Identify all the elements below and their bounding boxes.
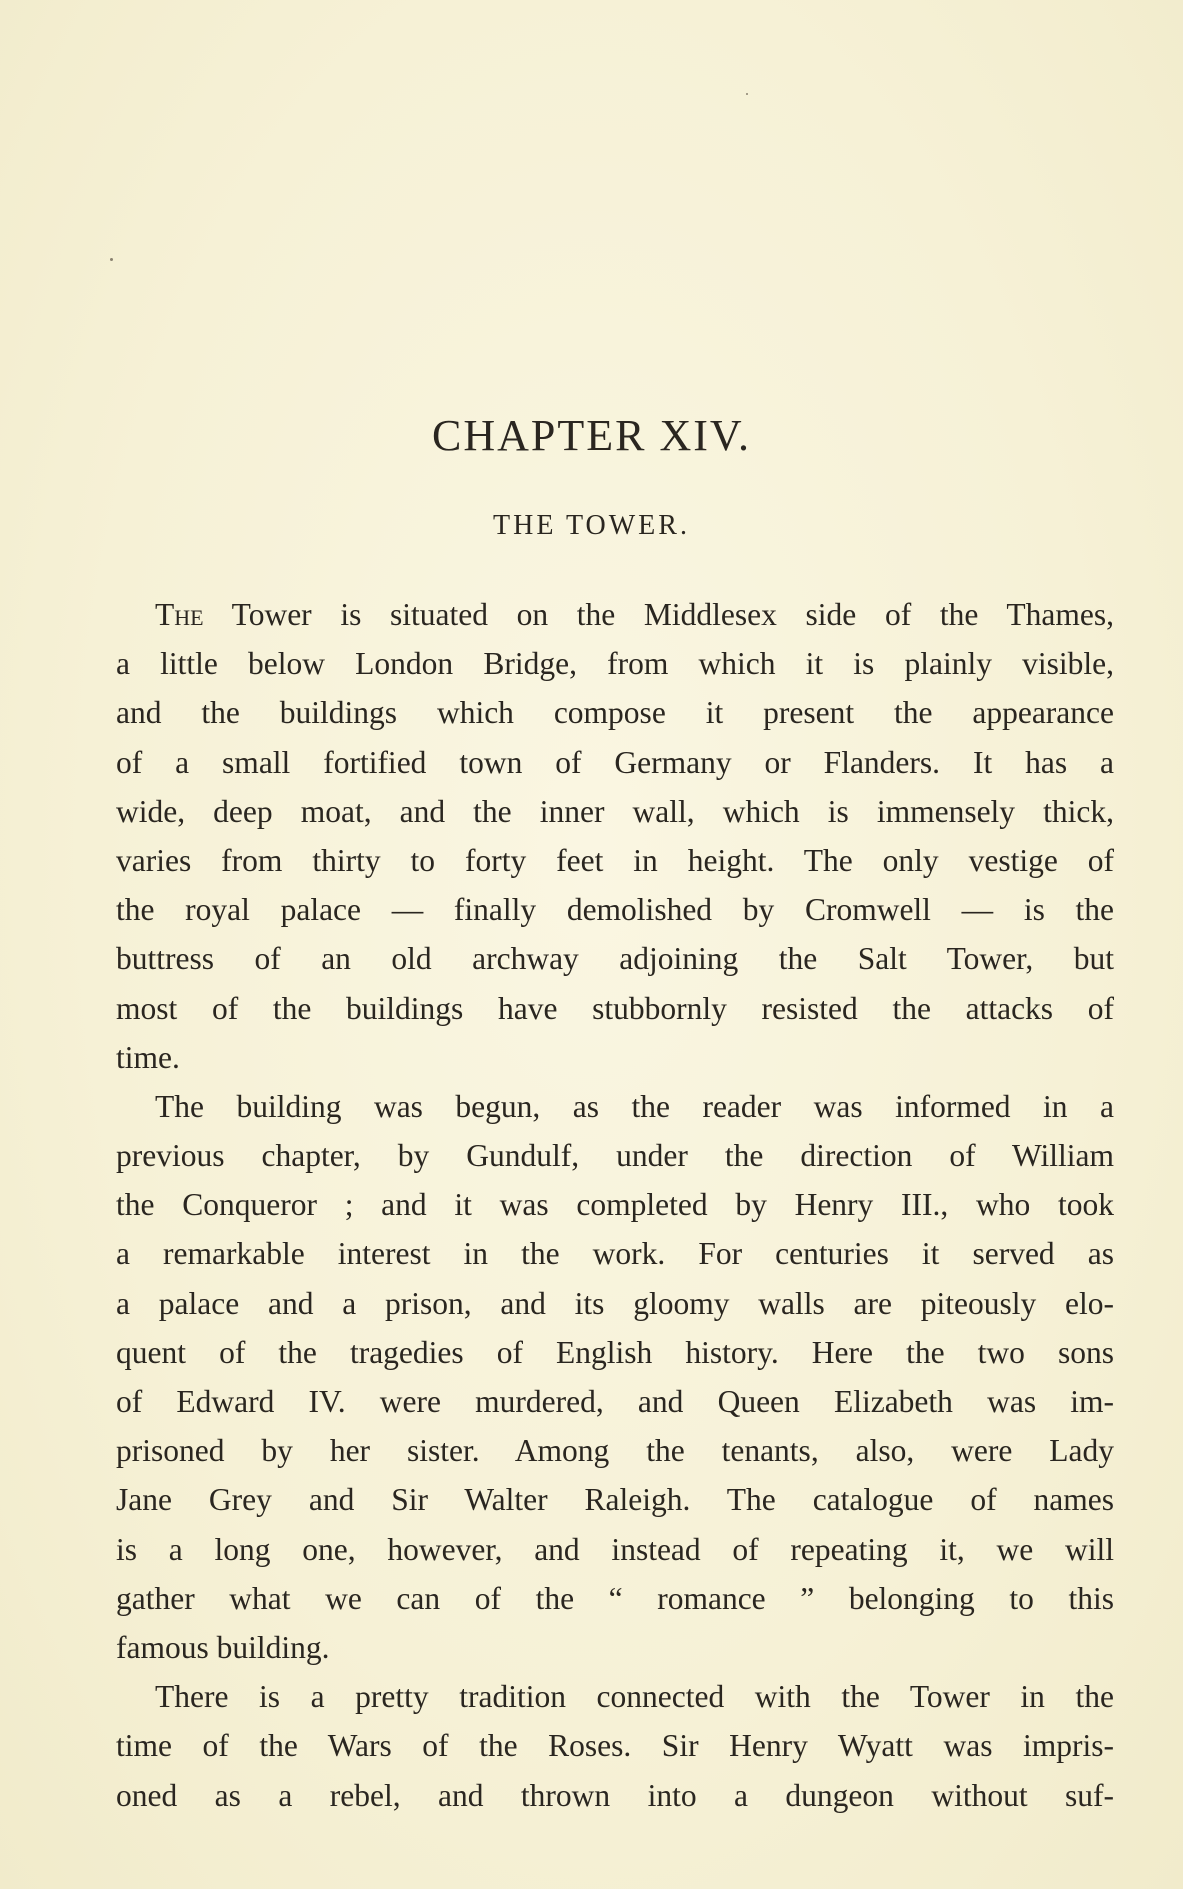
chapter-heading: CHAPTER XIV. — [431, 411, 751, 460]
text-line — [116, 1180, 1114, 1229]
text-line-content: a remarkable interest in the work. For centuries it served as — [116, 1236, 1114, 1272]
text-line — [116, 639, 1114, 688]
text-line-content: Tower is situated on the Middlesex side of the Thames, — [203, 597, 1114, 632]
text-line-content: There is a pretty tradition connected with the Tower in the — [155, 1679, 1114, 1715]
text-line-content: The building was begun, as the reader was informed in a — [155, 1088, 1114, 1124]
text-line — [116, 934, 1114, 983]
text-line-content: a palace and a prison, and its gloomy walls are piteously elo- — [116, 1285, 1114, 1321]
text-line — [116, 1623, 1114, 1672]
text-line — [116, 1426, 1114, 1475]
text-line — [116, 1328, 1114, 1377]
text-line-content: prisoned by her sister. Among the tenants, also, were Lady — [116, 1433, 1114, 1469]
text-line — [116, 688, 1114, 737]
text-line — [116, 1574, 1114, 1623]
text-line-content: famous building. — [116, 1629, 330, 1665]
text-line — [116, 1033, 1114, 1082]
body-text — [116, 590, 1114, 1820]
text-line-content: wide, deep moat, and the inner wall, which is immensely thick, — [116, 793, 1114, 829]
text-line — [116, 1229, 1114, 1278]
text-line — [116, 590, 1114, 639]
text-line — [116, 1377, 1114, 1426]
text-line — [116, 1771, 1114, 1820]
text-line — [116, 836, 1114, 885]
text-line-content: time. — [116, 1039, 180, 1075]
text-line-content: of a small fortified town of Germany or Flanders. It has a — [116, 744, 1114, 780]
text-line — [116, 885, 1114, 934]
text-line-content: is a long one, however, and instead of repeating it, we will — [116, 1531, 1114, 1567]
text-line — [116, 787, 1114, 836]
text-line-content: the Conqueror ; and it was completed by Henry III., who took — [116, 1187, 1114, 1223]
text-line-content: buttress of an old archway adjoining the Salt Tower, but — [116, 941, 1114, 977]
text-line — [116, 984, 1114, 1033]
text-line — [116, 1475, 1114, 1524]
text-line-content: of Edward IV. were murdered, and Queen Elizabeth was im- — [116, 1384, 1114, 1419]
drop-lead-word: The — [155, 597, 204, 632]
chapter-title: THE TOWER. — [493, 510, 690, 541]
text-line-content: most of the buildings have stubbornly resisted the attacks of — [116, 990, 1114, 1026]
text-line — [116, 1082, 1114, 1131]
text-line-content: Jane Grey and Sir Walter Raleigh. The catalogue of names — [116, 1482, 1114, 1518]
text-line — [116, 1672, 1114, 1721]
text-line — [116, 1721, 1114, 1770]
text-line-content: a little below London Bridge, from which it is plainly visible, — [116, 646, 1114, 682]
text-line-content: time of the Wars of the Roses. Sir Henry Wyatt was impris- — [116, 1728, 1114, 1764]
print-speck — [746, 93, 748, 95]
text-line-content: and the buildings which compose it present the appearance — [116, 695, 1114, 731]
text-line — [116, 1131, 1114, 1180]
text-line-content: gather what we can of the “ romance ” belonging to this — [116, 1580, 1114, 1616]
text-line-content: varies from thirty to forty feet in height. The only vestige of — [116, 842, 1114, 878]
text-line — [116, 738, 1114, 787]
text-line — [116, 1279, 1114, 1328]
text-line — [116, 1525, 1114, 1574]
text-line-content: quent of the tragedies of English history. Here the two sons — [116, 1334, 1114, 1370]
text-line-content: oned as a rebel, and thrown into a dungeon without suf- — [116, 1777, 1114, 1813]
text-line-content: the royal palace — finally demolished by Cromwell — is the — [116, 892, 1114, 928]
text-line-content: previous chapter, by Gundulf, under the direction of William — [116, 1138, 1114, 1174]
print-speck — [110, 258, 113, 261]
